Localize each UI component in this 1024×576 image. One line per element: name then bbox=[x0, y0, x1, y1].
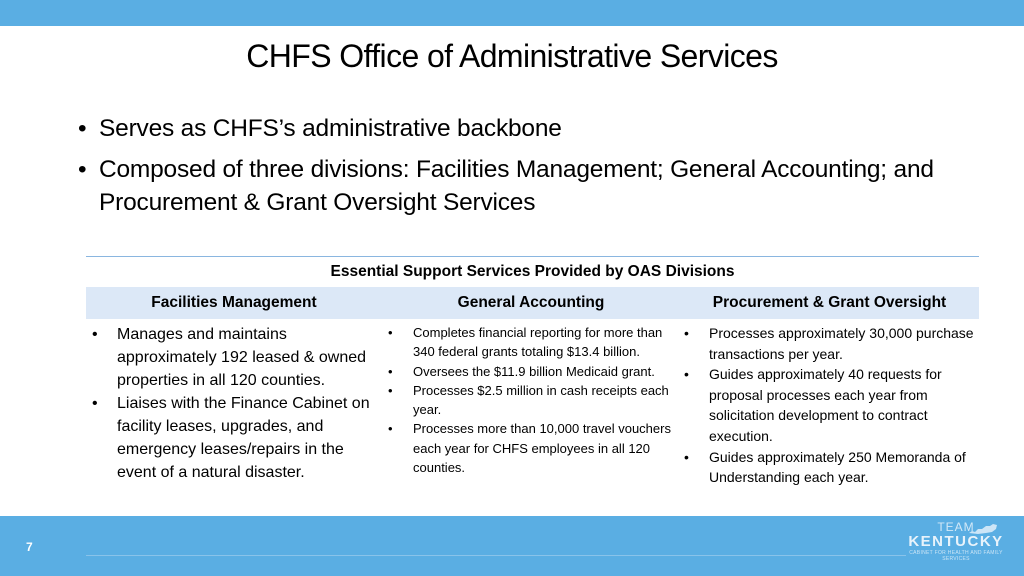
table-list-item: • Manages and maintains approximately 192 leased & owned properties in all 120 counties. bbox=[86, 323, 382, 392]
table-list-item: • Processes $2.5 million in cash receipts each year. bbox=[382, 381, 680, 420]
general-accounting-column bbox=[382, 323, 680, 488]
table-body bbox=[86, 319, 979, 488]
top-banner bbox=[0, 0, 1024, 26]
intro-bullet-list bbox=[74, 112, 974, 227]
table-list-item: • Completes financial reporting for more than 340 federal grants totaling $13.4 billion. bbox=[382, 323, 680, 362]
header-procurement: Procurement & Grant Oversight bbox=[712, 294, 947, 311]
procurement-column bbox=[680, 323, 979, 488]
table-list-item: • Guides approximately 250 Memoranda of Understanding each year. bbox=[680, 447, 979, 488]
table-list-item: • Processes more than 10,000 travel vouchers each year for CHFS employees in all 120 counties. bbox=[382, 419, 680, 477]
logo-team-text: TEAM bbox=[937, 520, 975, 534]
slide-number: 7 bbox=[26, 540, 33, 554]
intro-bullet: • Composed of three divisions: Facilities Management; General Accounting; and Procurement & Grant Oversight Services bbox=[74, 153, 974, 219]
footer-banner bbox=[0, 516, 1024, 576]
footer-divider bbox=[86, 555, 906, 556]
logo-kentucky-text: KENTUCKY bbox=[908, 533, 1004, 550]
intro-bullet: • Serves as CHFS’s administrative backbone bbox=[74, 112, 974, 145]
header-facilities-management: Facilities Management bbox=[151, 294, 317, 311]
page-title: CHFS Office of Administrative Services bbox=[246, 38, 778, 74]
logo-subtitle: CABINET FOR HEALTH AND FAMILY SERVICES bbox=[909, 550, 1003, 562]
table-list-item: • Guides approximately 40 requests for proposal processes each year from solicitation development to contract execution. bbox=[680, 364, 979, 446]
table-header-row bbox=[86, 287, 979, 319]
table-title: Essential Support Services Provided by OAS Divisions bbox=[86, 256, 979, 287]
services-table bbox=[86, 256, 979, 488]
team-kentucky-logo bbox=[904, 521, 1008, 573]
table-list-item: • Processes approximately 30,000 purchase transactions per year. bbox=[680, 323, 979, 364]
table-list-item: • Oversees the $11.9 billion Medicaid grant. bbox=[382, 362, 680, 381]
header-general-accounting: General Accounting bbox=[457, 294, 605, 311]
table-list-item: • Liaises with the Finance Cabinet on facility leases, upgrades, and emergency leases/repairs in the event of a natural disaster. bbox=[86, 392, 382, 484]
facilities-management-column bbox=[86, 323, 382, 488]
